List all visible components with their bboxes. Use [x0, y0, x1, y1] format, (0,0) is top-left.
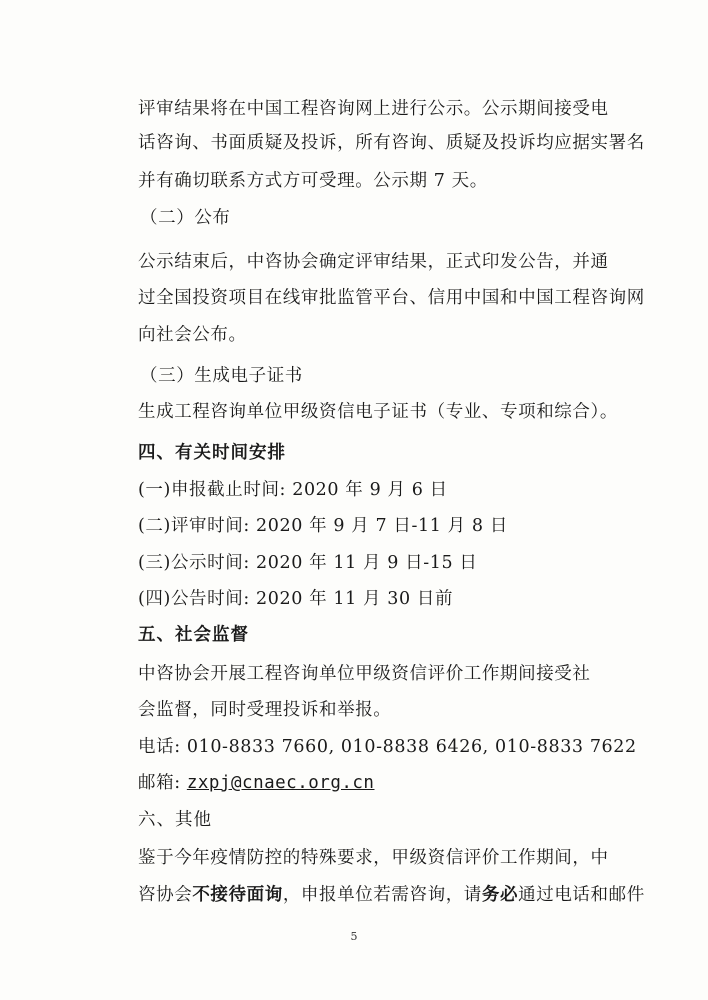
page-number: 5	[350, 930, 358, 943]
paragraph-line: 公示结束后，中咨协会确定评审结果，正式印发公告，并通	[138, 252, 609, 272]
paragraph-line: 评审结果将在中国工程咨询网上进行公示。公示期间接受电	[138, 99, 609, 119]
schedule-item: (四)公告时间: 2020 年 11 月 30 日前	[138, 589, 454, 609]
email-link[interactable]: zxpj@cnaec.org.cn	[186, 773, 375, 793]
phone-line	[138, 735, 637, 759]
text-run: 咨协会	[138, 885, 193, 905]
paragraph-line	[138, 883, 645, 907]
emphasis-text: 不接待面询	[192, 885, 283, 905]
section-heading: 五、社会监督	[138, 625, 249, 645]
paragraph-line: 会监督，同时受理投诉和举报。	[138, 700, 392, 720]
phone-numbers: 010-8833 7660, 010-8838 6426, 010-8833 7622	[186, 737, 637, 757]
phone-label: 电话:	[138, 737, 187, 757]
schedule-item: (二)评审时间: 2020 年 9 月 7 日-11 月 8 日	[138, 516, 508, 536]
paragraph-line: 鉴于今年疫情防控的特殊要求，甲级资信评价工作期间，中	[138, 848, 609, 868]
paragraph-line: 生成工程咨询单位甲级资信电子证书（专业、专项和综合）。	[138, 402, 618, 422]
paragraph-line: 过全国投资项目在线审批监管平台、信用中国和中国工程咨询网	[138, 288, 645, 308]
emphasis-text: 务必	[481, 885, 519, 905]
email-label: 邮箱:	[138, 773, 187, 793]
paragraph-line: 话咨询、书面质疑及投诉，所有咨询、质疑及投诉均应据实署名	[138, 133, 645, 153]
schedule-item: (三)公示时间: 2020 年 11 月 9 日-15 日	[138, 553, 478, 573]
paragraph-line: 向社会公布。	[138, 325, 247, 345]
paragraph-line: 中咨协会开展工程咨询单位甲级资信评价工作期间接受社	[138, 664, 591, 684]
section-heading: 六、其他	[138, 810, 212, 830]
subsection-heading: （三）生成电子证书	[140, 366, 303, 386]
subsection-heading: （二）公布	[140, 208, 231, 228]
paragraph-line: 并有确切联系方式方可受理。公示期 7 天。	[138, 171, 488, 191]
schedule-item: (一)申报截止时间: 2020 年 9 月 6 日	[138, 480, 448, 500]
text-run: 通过电话和邮件	[518, 885, 645, 905]
section-heading: 四、有关时间安排	[138, 443, 286, 463]
email-line	[138, 771, 374, 795]
text-run: ，申报单位若需咨询，请	[282, 885, 482, 905]
